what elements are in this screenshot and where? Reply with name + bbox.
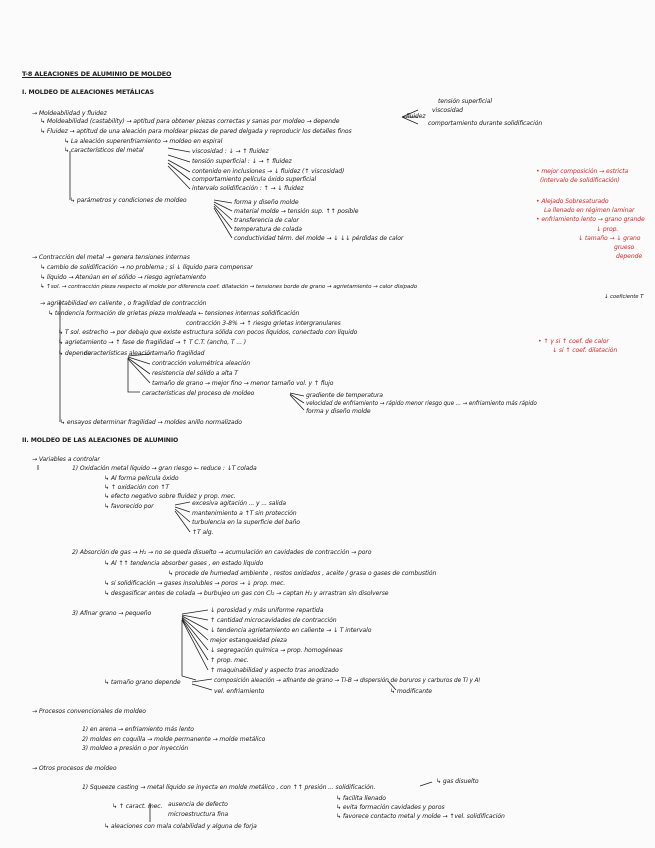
- note-line: → Moldeabilidad y fluidez: [32, 110, 107, 117]
- note-line: temperatura de colada: [234, 226, 302, 233]
- note-line: → Procesos convencionales de moldeo: [32, 708, 146, 715]
- note-line: ↳ Al forma película óxido: [104, 475, 179, 482]
- note-line: viscosidad : ↓ → ↑ fluidez: [192, 148, 269, 155]
- note-line: gradiente de temperatura: [306, 392, 383, 399]
- note-line: ↑ prop. mec.: [210, 657, 249, 664]
- note-line: contenido en inclusiones → ↓ fluidez (↑ viscosidad): [192, 168, 345, 175]
- margin-note: • ↑ γ si ↑ coef. de calor: [538, 338, 609, 345]
- note-line: composición aleación → afinante de grano → Ti-B → dispersión de boruros y carburos de Ti y Al: [214, 678, 480, 684]
- note-line: → Contracción del metal → genera tensiones internas: [32, 254, 190, 261]
- note-line: material molde → tensión sup. ↑↑ posible: [234, 208, 359, 215]
- note-line: forma y diseño molde: [306, 408, 371, 415]
- note-line: ↳ ↑ caract. mec.: [112, 803, 163, 810]
- note-line: ↳ desgasificar antes de colada → burbujeo un gas con Cl₂ → captan H₂ y arrastran sin disolverse: [104, 590, 389, 597]
- note-line: ↳ La aleación superenfriamiento → moldeo en espiral: [64, 138, 223, 145]
- note-line: ↳ característicos del metal: [64, 147, 144, 154]
- margin-note: • Alejado Sobresaturado: [536, 198, 609, 205]
- note-line: forma y diseño molde: [234, 199, 299, 206]
- margin-note: • enfriamiento lento → grano grande: [536, 216, 645, 223]
- note-line: ↑ cantidad microcavidades de contracción: [210, 617, 337, 624]
- note-line: características del proceso de moldeo: [142, 390, 255, 397]
- note-line: ↑T alg.: [192, 529, 214, 536]
- note-line: tamaño de grano → mejor fino → menor tamaño vol. y ↑ flujo: [152, 380, 334, 387]
- note-line: 1) Oxidación metal líquido → gran riesgo ← reduce : ↓T colada: [72, 465, 257, 472]
- note-line: ↓ porosidad y más uniforme repartida: [210, 607, 324, 614]
- note-line: ↳ ↑ oxidación con ↑T: [104, 484, 169, 491]
- note-line: ↳ evita formación cavidades y poros: [336, 804, 445, 811]
- note-line: ↳ ensayos determinar fragilidad → moldes anillo normalizado: [60, 419, 242, 426]
- note-line: ↳ si solidificación → gases insolubles → poros → ↓ prop. mec.: [104, 580, 286, 587]
- margin-note: ↓ tamaño → ↓ grano: [578, 235, 641, 242]
- note-line: ↳ tamaño grano depende: [104, 679, 181, 686]
- note-line: contracción volumétrica aleación: [152, 360, 251, 367]
- margin-note: depende: [616, 253, 643, 260]
- page-title: T-8 ALEACIONES DE ALUMINIO DE MOLDEO: [22, 70, 172, 78]
- note-line: ↳ efecto negativo sobre fluidez y prop. mec.: [104, 493, 236, 500]
- note-line: transferencia de calor: [234, 217, 299, 224]
- note-line: 1) Squeeze casting → metal líquido se inyecta en molde metálico , con ↑↑ presión ... solidificación.: [82, 784, 376, 791]
- note-line: ↳ líquido → Atenúan en el sólido → riesgo agrietamiento: [40, 274, 206, 281]
- note-line: turbulencia en la superficie del baño: [192, 519, 300, 526]
- section-heading-2: II. MOLDEO DE LAS ALEACIONES DE ALUMINIO: [22, 437, 179, 444]
- margin-note: ↓ prop.: [596, 226, 619, 233]
- note-line: microestructura fina: [168, 811, 229, 818]
- note-line: ↳ favorece contacto metal y molde → ↑vel. solidificación: [336, 813, 505, 820]
- note-line: comportamiento durante solidificación: [428, 120, 543, 127]
- note-line: 3) Afinar grano → pequeño: [72, 610, 152, 617]
- section-heading-1: I. MOLDEO DE ALEACIONES METÁLICAS: [22, 89, 154, 96]
- note-line: tamaño fragilidad: [152, 350, 205, 357]
- note-line: ↓ segregación química → prop. homogéneas: [210, 647, 343, 654]
- note-line: ↳ Al ↑↑ tendencia absorber gases , en estado líquido: [104, 560, 264, 567]
- note-line: contracción 3-8% → ↑ riesgo grietas intergranulares: [186, 320, 341, 327]
- note-line: características aleación: [84, 350, 154, 357]
- note-line: 1) en arena → enfriamiento más lento: [82, 726, 194, 733]
- note-line: ↓ tendencia agrietamiento en caliente → ↓ T intervalo: [210, 627, 372, 634]
- margin-note: • mejor composición → estricta: [536, 168, 629, 175]
- note-line: ↳ modificante: [390, 688, 432, 695]
- note-line: ↳ parámetros y condiciones de moldeo: [70, 197, 187, 204]
- note-line: ↳ Fluidez → aptitud de una aleación para moldear piezas de pared delgada y reproducir los detalles finos: [40, 128, 352, 135]
- note-line: ↳ facilita llenado: [336, 795, 386, 802]
- note-line: ↳ procede de humedad ambiente , restos oxidados , aceite / grasa o gases de combustión: [168, 570, 437, 577]
- note-line: → Variables a controlar: [32, 456, 100, 463]
- note-line: conductividad térm. del molde → ↓ ↓↓ pérdidas de calor: [234, 235, 404, 242]
- note-line: ↳ favorecido por: [104, 503, 154, 510]
- note-line: comportamiento película óxido superficial: [192, 176, 317, 183]
- note-line: tensión superficial : ↓ → ↑ fluidez: [192, 158, 292, 165]
- note-line: fluidez: [406, 113, 426, 120]
- note-line: 2) Absorción de gas → H₂ → no se queda disuelto → acumulación en cavidades de contracción → poro: [72, 549, 372, 556]
- note-line: ↳ depende: [58, 350, 91, 357]
- margin-note: grueso: [614, 244, 635, 251]
- margin-note: (intervalo de solidificación): [540, 177, 620, 184]
- note-line: ↳ gas disuelto: [436, 778, 479, 785]
- margin-note: La llenado en régimen laminar: [544, 207, 635, 214]
- note-line: ↳ ↑sol. → contracción pieza respecto al molde por diferencia coef. dilatación → tensiones borde de grano → agrietamiento → calor disipado: [40, 284, 418, 290]
- note-line: intervalo solidificación : ↑ → ↓ fluidez: [192, 185, 304, 192]
- note-line: mejor estanqueidad pieza: [210, 637, 287, 644]
- note-line: 2) moldes en coquilla → molde permanente → molde metálico: [82, 736, 266, 743]
- note-line: mantenimiento a ↑T sin protección: [192, 510, 297, 517]
- note-line: excesiva agitación ... y ... salida: [192, 500, 287, 507]
- note-line: velocidad de enfriamiento → rápido menor riesgo que ... → enfriamiento más rápido: [306, 401, 537, 407]
- note-line: resistencia del sólido a alta T: [152, 370, 238, 377]
- note-line: ↳ cambio de solidificación → no problema ; si ↓ líquido para compensar: [40, 264, 253, 271]
- note-line: → Otros procesos de moldeo: [32, 765, 117, 772]
- note-line: 3) moldeo a presión o por inyección: [82, 745, 189, 752]
- note-line: ↑ maquinabilidad y aspecto tras anodizado: [210, 667, 339, 674]
- note-line: ausencia de defecto: [168, 801, 228, 808]
- note-line: tensión superficial: [438, 98, 492, 105]
- note-line: ↓ coeficiente T: [604, 294, 644, 300]
- note-line: ↳ tendencia formación de grietas pieza moldeada ← tensiones internas solidificación: [48, 310, 300, 317]
- note-line: → agrietabilidad en caliente , o fragilidad de contracción: [40, 300, 207, 307]
- margin-note: ↓ si ↑ coef. dilatación: [552, 347, 618, 354]
- note-line: ↳ agrietamiento → ↑ fase de fragilidad → ↑ T C.T. (ancho, T ... ): [58, 339, 247, 346]
- note-line: ↳ Moldeabilidad (castability) → aptitud para obtener piezas correctas y sanas por moldeo → depende: [40, 118, 340, 125]
- note-line: ↳ aleaciones con mala colabilidad y alguna de forja: [104, 823, 257, 830]
- note-line: vel. enfriamiento: [214, 688, 265, 695]
- note-line: ↳ T sol. estrecho → por debajo que existe estructura sólida con pocos líquidos, conectado con líquido: [58, 329, 358, 336]
- note-line: viscosidad: [432, 107, 463, 114]
